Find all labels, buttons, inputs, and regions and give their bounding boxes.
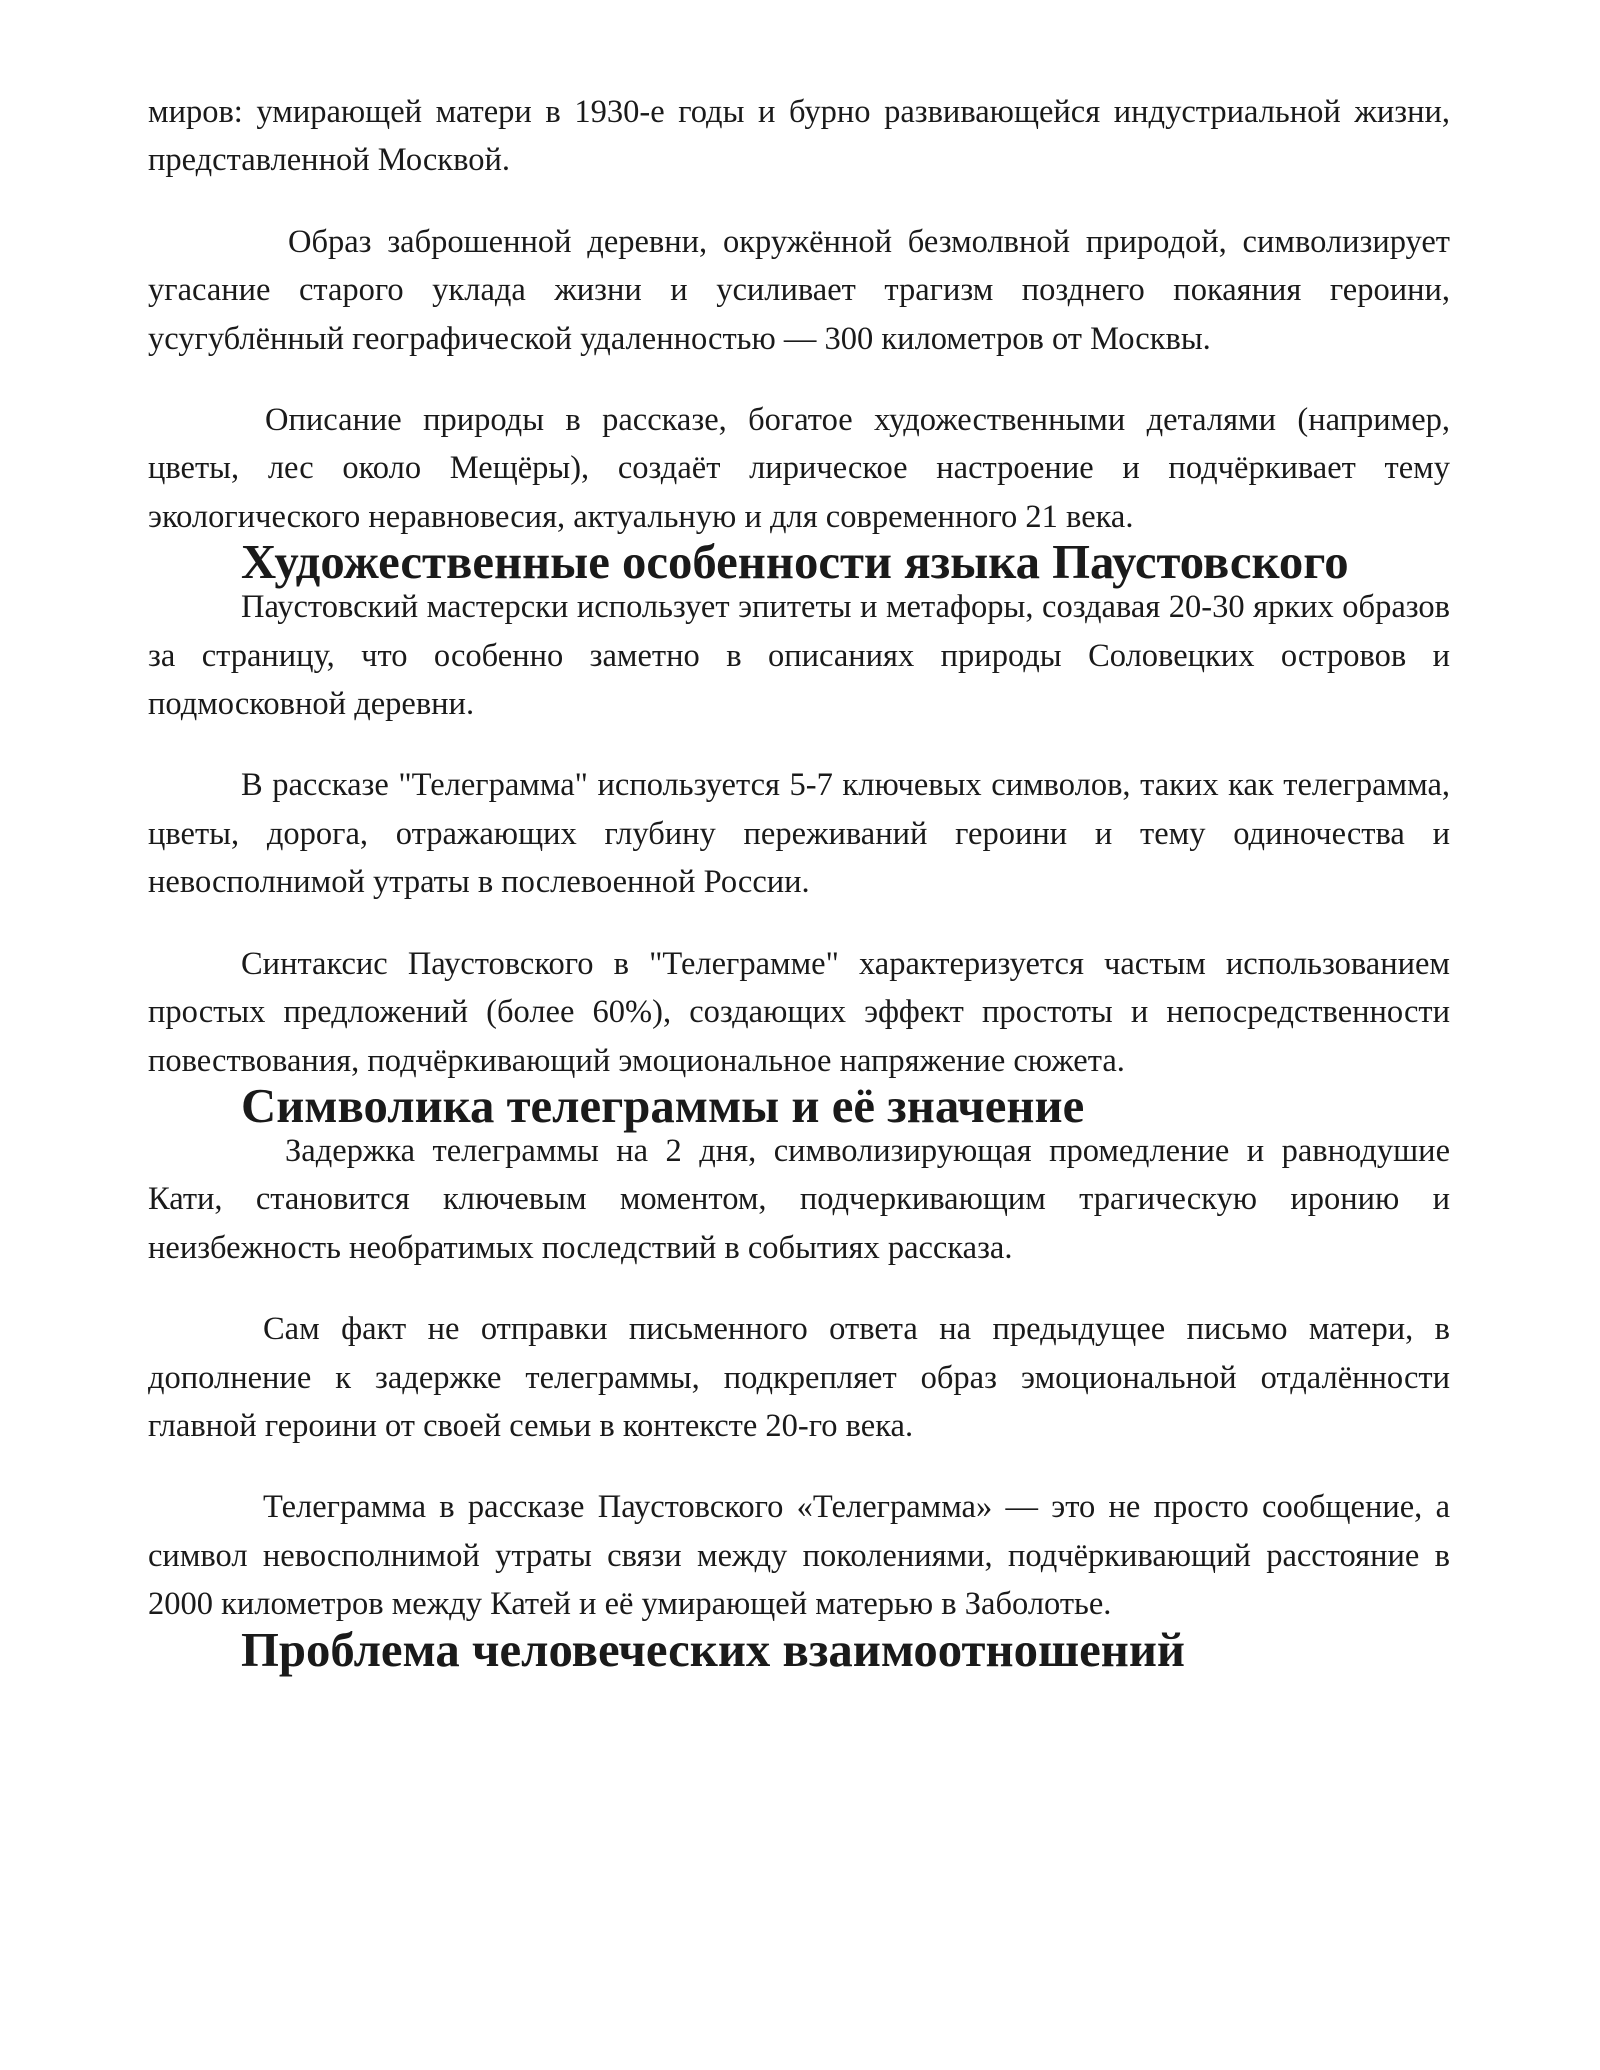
- paragraph-2: Образ заброшенной деревни, окружённой безмолвной природой, символизирует угасание старого уклада жизни и усиливает трагизм позднего покаяния героини, усугублённый географической удаленностью — 300 километров от Москвы.: [148, 223, 1450, 357]
- paragraph-4: Паустовский мастерски использует эпитеты и метафоры, создавая 20-30 ярких образов за страницу, что особенно заметно в описаниях природы Соловецких островов и подмосковной деревни.: [148, 589, 1450, 723]
- paragraph-9: Телеграмма в рассказе Паустовского «Телеграмма» — это не просто сообщение, а символ невосполнимой утраты связи между поколениями, подчёркивающий расстояние в 2000 километров между Катей и её умирающей матерью в Заболотье.: [148, 1489, 1450, 1623]
- section-heading-symbolism: Символика телеграммы и её значение: [241, 1078, 1085, 1133]
- paragraph-6: Синтаксис Паустовского в "Телеграмме" характеризуется частым использованием простых предложений (более 60%), создающих эффект простоты и непосредственности повествования, подчёркивающий эмоциональное напряжение сюжета.: [148, 945, 1450, 1079]
- paragraph-3: Описание природы в рассказе, богатое художественными деталями (например, цветы, лес около Мещёры), создаёт лирическое настроение и подчёркивает тему экологического неравновесия, актуальную и для современного 21 века.: [148, 402, 1450, 535]
- paragraph-7: Задержка телеграммы на 2 дня, символизирующая промедление и равнодушие Кати, становится ключевым моментом, подчеркивающим трагическую иронию и неизбежность необратимых последствий в событиях рассказа.: [148, 1132, 1450, 1266]
- paragraph-8: Сам факт не отправки письменного ответа на предыдущее письмо матери, в дополнение к задержке телеграммы, подкрепляет образ эмоциональной отдалённости главной героини от своей семьи в контексте 20-го века.: [148, 1311, 1450, 1444]
- section-heading-relationships: Проблема человеческих взаимоотношений: [241, 1622, 1186, 1677]
- document-page: [148, 88, 1450, 1677]
- section-heading-language: Художественные особенности языка Паустовского: [241, 535, 1349, 590]
- paragraph-5: В рассказе "Телеграмма" используется 5-7 ключевых символов, таких как телеграмма, цветы, дорога, отражающих глубину переживаний героини и тему одиночества и невосполнимой утраты в послевоенной России.: [148, 767, 1450, 901]
- paragraph-1: миров: умирающей матери в 1930-е годы и бурно развивающейся индустриальной жизни, представленной Москвой.: [148, 94, 1450, 179]
